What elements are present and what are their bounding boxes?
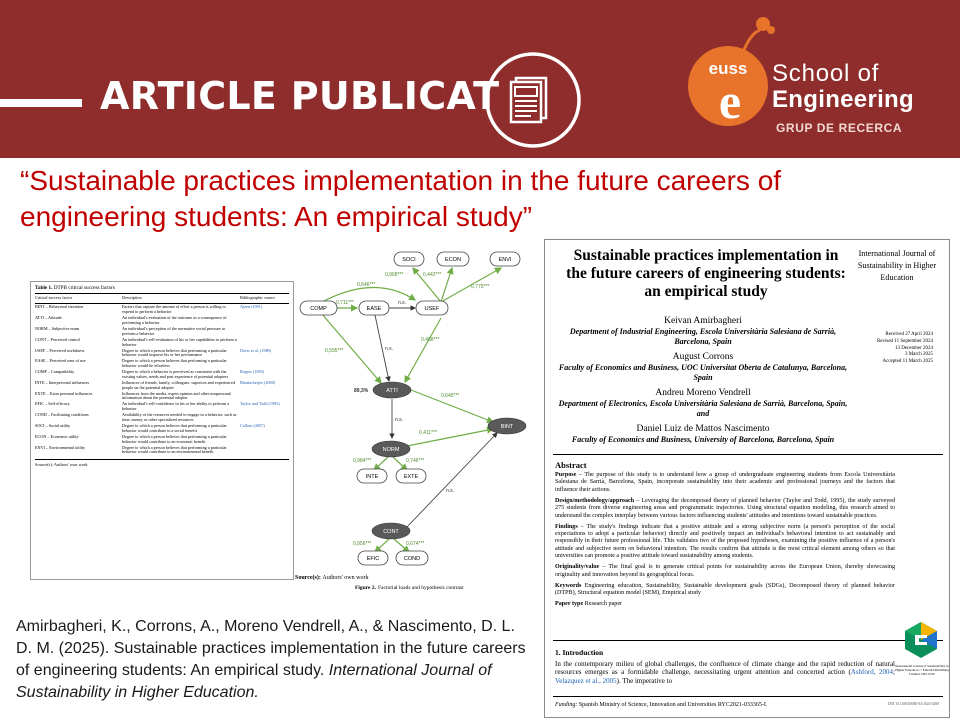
table-row: [35, 348, 289, 359]
table-cell-description: An individual's evaluation of the outcome as a consequence of performing a behavior: [122, 315, 227, 325]
table-cell-factor: EXTE – Extra personal influences: [35, 390, 93, 396]
node-atti-label: ATTI: [386, 388, 398, 394]
reference-link[interactable]: Ashford, 2004: [850, 668, 894, 677]
author-name: Andreu Moreno Vendrell: [655, 388, 751, 398]
coef-atti-bint: 0,645***: [441, 393, 460, 399]
table-row: [35, 380, 289, 391]
coef-ease-atti: n.s.: [385, 346, 394, 352]
abstract-heading: Abstract: [555, 460, 587, 470]
node-comp-label: COMP: [310, 306, 327, 312]
node-cont-label: CONT: [383, 529, 399, 535]
node-econ-label: ECON: [445, 257, 461, 263]
table-cell-factor: ECON – Economic utility: [35, 433, 79, 439]
node-inte-label: INTE: [365, 474, 379, 480]
table-cell-source: [240, 338, 289, 348]
table-cell-factor: ENVI – Environmental utility: [35, 444, 86, 450]
coef-ease-usef: n.s.: [398, 300, 407, 306]
author-affiliation: Faculty of Economics and Business, University of Barcelona, Barcelona, Spain: [571, 435, 835, 444]
node-bint-label: BINT: [500, 424, 514, 430]
table-row: [35, 369, 289, 380]
coef-cont-cond: 0,674***: [406, 541, 425, 547]
author-affiliation: Department of Electronics, Escola Universitària Salesiana de Sarrià, Barcelona, Spain, and: [558, 399, 848, 418]
table-cell-source: Davis et al. (1989): [240, 347, 272, 353]
author-name: Keivan Amirbagheri: [664, 316, 742, 326]
table-cell-source: [240, 327, 289, 337]
coef-usef-econ: 0,442***: [423, 272, 442, 278]
abstract-bottom-rule: [553, 640, 943, 641]
coef-usef-soci: 0,968***: [385, 272, 404, 278]
banner-rule: [0, 99, 82, 107]
table-cell-description: Influences of friends, family, colleagues, superiors and experienced people on the potential adopter: [122, 379, 235, 390]
abstract-top-rule: [553, 454, 943, 455]
table-cell-description: Degree to which a behavior is perceived as consistent with the existing values, needs and past experience of potential adopters: [122, 369, 229, 379]
coef-usef-atti: 0,488***: [421, 337, 440, 343]
node-usef-label: USEF: [424, 306, 440, 312]
logo-text-research-group: GRUP DE RECERCA: [776, 121, 903, 135]
introduction-text: In the contemporary milieu of global challenges, the confluence of climate change and the rapid reduction of natural resources emerges as a formidable challenge, necessitating urgent attention and concerted action (Ashford, 2004; Velazquez et al., 2005). The imperative to: [555, 660, 895, 685]
coef-norm-inte: 0,984***: [353, 458, 372, 464]
node-envi-label: ENVI: [498, 257, 512, 263]
article-dates: Received 27 April 2024 Revised 11 September 2024 13 December 2024 3 March 2025 Accepted 11 March 2025: [876, 332, 933, 365]
euss-logo: [680, 10, 780, 128]
newspaper-document-icon: [481, 48, 585, 152]
table-cell-factor: CONT – Perceived control: [35, 336, 80, 342]
table-header-row: [35, 293, 289, 304]
coef-comp-usef: 0,646***: [357, 282, 376, 288]
table-cell-description: Factors that capture the amount of effort a person is willing to expend to perform a behavior: [122, 304, 226, 315]
table-cell-factor: INTE – Interpersonal influences: [35, 379, 90, 385]
table-cell-source: Collom (2007): [240, 422, 265, 428]
footer-rule: [553, 696, 943, 697]
table-cell-source: [240, 316, 289, 326]
author-affiliation: Department of Industrial Engineering, Escola Universitària Salesiana de Sarrià, Barcelona, Spain: [569, 327, 837, 346]
table-row: [35, 337, 289, 348]
table-row: [35, 434, 289, 445]
logo-mark-letter: e: [718, 73, 742, 128]
node-soci-label: SOCI: [402, 257, 416, 263]
table-cell-source: Ajzen (1991): [240, 304, 263, 310]
abstract-body: Purpose – The purpose of this study is to understand how a group of undergraduate engineering students from Escola Universitària Salesiana de Sarrià, Barcelona, Spain, incorporate sustainability into their academic and professional journeys and the factors that influence their actions. Design/methodology/approach – Leveraging the decomposed theory of planned behavior (Taylor and Todd, 1995), the study surveyed 275 students from diverse engineering areas and programmatic trajectories. Using structural equation modeling, this research aimed to understand the complex interplay between various factors influencing students' attitudes and intentions toward sustainable practices. Findings – The study's findings indicate that a positive attitude and a strong subjective norm (a person's perception of the social expectations to adopt a particular behavior) directly and positively impact an individual's behavioral intention to act sustainably and responsibly in their future professional life. This validates two of the proposed hypotheses, examining the positive influence of a person's attitude and subjective norm on behavioral intention. The results confirm that attitude is the most critical element among others so that universities can promote a positive attitude toward sustainability among students. Originality/value – The final goal is to generate critical points for sustainability across the European Union, thereby showcasing originality and innovation beyond its geographical focus. Keywords Engineering education, Sustainability, Sustainable development goals (SDGs), Decomposed theory of planned behavior (DTPB), Structural equation model (SEM), Empirical study Paper type Research paper: [555, 472, 895, 608]
path-cont-efic: [375, 539, 389, 552]
table-cell-description: Degree to which a person believes that performing a particular behavior would contribute to a social benefit: [122, 422, 227, 433]
table-header-source: Bibliographic source: [240, 295, 276, 300]
table-header-description: Description: [122, 295, 142, 300]
table-cell-description: Availability of the resources needed to engage in a behavior, such as time, money or other specialized resources: [122, 412, 237, 422]
table-caption: Table 1. DTPB critical success factors: [35, 285, 115, 291]
table-cell-factor: NORM – Subjective norm: [35, 325, 80, 331]
coef-cont-efic: 0,956***: [353, 541, 372, 547]
table-cell-description: Degree to which a person believes that performing a particular behavior would be effortless: [122, 358, 227, 369]
path-norm-exte: [393, 457, 407, 470]
funding-note: Funding: Spanish Ministry of Science, Innovation and Universities RYC2021-033365-I.: [555, 702, 768, 708]
table-cell-description: Degree to which a person believes that performing a particular behavior would contribute to an economic benefit: [122, 433, 227, 444]
node-norm-label: NORM: [382, 447, 400, 453]
figure-caption: Figure 2. Factorial loads and hypothesis contrast: [355, 585, 464, 591]
table-cell-description: Influences from the media, expert opinion and other nonpersonal information about the potential adopter: [122, 390, 231, 401]
table-row: [35, 316, 289, 327]
table-row: [35, 359, 289, 370]
table-row: [35, 305, 289, 316]
table-row: [35, 326, 289, 337]
node-cond-label: COND: [403, 556, 421, 562]
table-footer: Source(s): Authors' own work: [35, 459, 289, 467]
node-exte-label: EXTE: [403, 474, 419, 480]
article-doi: DOI 10.1108/IJSHE-04-2024-0288: [888, 702, 939, 706]
table-cell-source: Bhattacherjee (2000): [240, 379, 276, 385]
table-cell-source: Taylor and Todd (1995): [240, 401, 280, 407]
article-title: Sustainable practices implementation in the future careers of engineering students: an empirical study: [566, 247, 846, 300]
table-cell-source: [240, 413, 289, 423]
table-cell-description: Degree to which a person believes that performing a particular behavior would improve his or her performance: [122, 347, 227, 358]
table-cell-factor: COND – Facilitating conditions: [35, 412, 89, 418]
table-cell-factor: SOCI – Social utility: [35, 422, 71, 428]
table-cell-description: An individual's self-evaluation of his or her capabilities to perform a behavior: [122, 336, 237, 347]
table-cell-source: [240, 446, 289, 456]
logo-mark-text: euss: [708, 59, 748, 78]
citation-journal: International Journal of Sustainability in Higher Education.: [16, 662, 492, 701]
table-row: [35, 402, 289, 413]
journal-name: International Journal of Sustainability in Higher Education: [857, 249, 937, 282]
table-row: [35, 413, 289, 424]
reference-link[interactable]: Velazquez et al., 2005: [555, 676, 617, 685]
table-cell-factor: USEF – Perceived usefulness: [35, 347, 85, 353]
author-list: [557, 310, 849, 445]
table-cell-source: Rogers (1995): [240, 369, 265, 375]
introduction-heading: 1. Introduction: [555, 648, 604, 657]
table-body: [35, 305, 289, 456]
article-headline: “Sustainable practices implementation in the future careers of engineering students: An empirical study”: [20, 165, 782, 232]
logo-text-school: School of: [772, 60, 880, 87]
table-cell-factor: ATTI – Attitude: [35, 315, 62, 321]
table-cell-description: An individual's self-confidence in his or her ability to perform a behavior: [122, 401, 230, 412]
node-ease-label: EASE: [366, 306, 382, 312]
article-first-page: [544, 239, 950, 718]
author-name: August Corrons: [672, 352, 734, 362]
atti-r-squared: 89,3%: [354, 388, 369, 394]
table-cell-description: Degree to which a person believes that performing a particular behavior would contribute to an environmental benefit: [122, 444, 227, 455]
coef-cont-bint: n.s.: [446, 488, 455, 494]
table-cell-factor: EFIC – Self-efficacy: [35, 401, 70, 407]
coef-norm-bint: 0,411***: [419, 430, 437, 436]
coef-atti-norm: n.s.: [395, 417, 404, 423]
emerald-publishing-logo: [901, 620, 941, 660]
table-row: [35, 445, 289, 456]
article-citation: Amirbagheri, K., Corrons, A., Moreno Vendrell, A., & Nascimento, D. L. D. M. (2025). Sustainable practices implementation in the future careers of engineering students: An empirical study. International Journal of Sustainability in Higher Education.: [16, 618, 526, 701]
table-cell-source: [240, 359, 289, 369]
author-name: Daniel Luiz de Mattos Nascimento: [636, 424, 770, 434]
logo-text-engineering: Engineering: [772, 86, 914, 113]
node-efic-label: EFIC: [366, 556, 380, 562]
coef-norm-exte: 0,746***: [406, 458, 425, 464]
table-cell-source: [240, 392, 289, 402]
table-cell-source: [240, 435, 289, 445]
table-row: [35, 423, 289, 434]
coef-usef-envi: 0,775***: [471, 284, 490, 290]
table-cell-factor: EASE – Perceived ease of use: [35, 358, 86, 364]
table-row: [35, 391, 289, 402]
path-model-figure: [295, 240, 535, 600]
path-model-diagram: [295, 240, 535, 600]
path-norm-inte: [374, 457, 388, 470]
path-usef-atti: [405, 318, 441, 382]
table-cell-factor: COMP – Compatibility: [35, 369, 75, 375]
header-banner: [0, 0, 960, 158]
table-cell-factor: BINT – Behavioral intention: [35, 304, 84, 310]
dtpb-factors-table: [30, 281, 294, 580]
coef-comp-ease: 0,711***: [336, 300, 354, 306]
author-affiliation: Faculty of Economics and Business, UOC Universitat Oberta de Catalunya, Barcelona, Spain: [558, 363, 848, 382]
table-cell-description: An individual's perception of the normative social pressure to perform a behavior: [122, 325, 226, 336]
publisher-details: International Journal of Sustainability in Higher Education © Emerald Publishing Limited 1467-6370: [895, 664, 949, 677]
coef-comp-atti: 0,595***: [325, 348, 344, 354]
banner-title: ARTICLE PUBLICAT: [100, 74, 500, 118]
table-header-factor: Critical success factor: [35, 295, 72, 300]
figure-source: Source(s): Authors' own work: [295, 575, 369, 581]
